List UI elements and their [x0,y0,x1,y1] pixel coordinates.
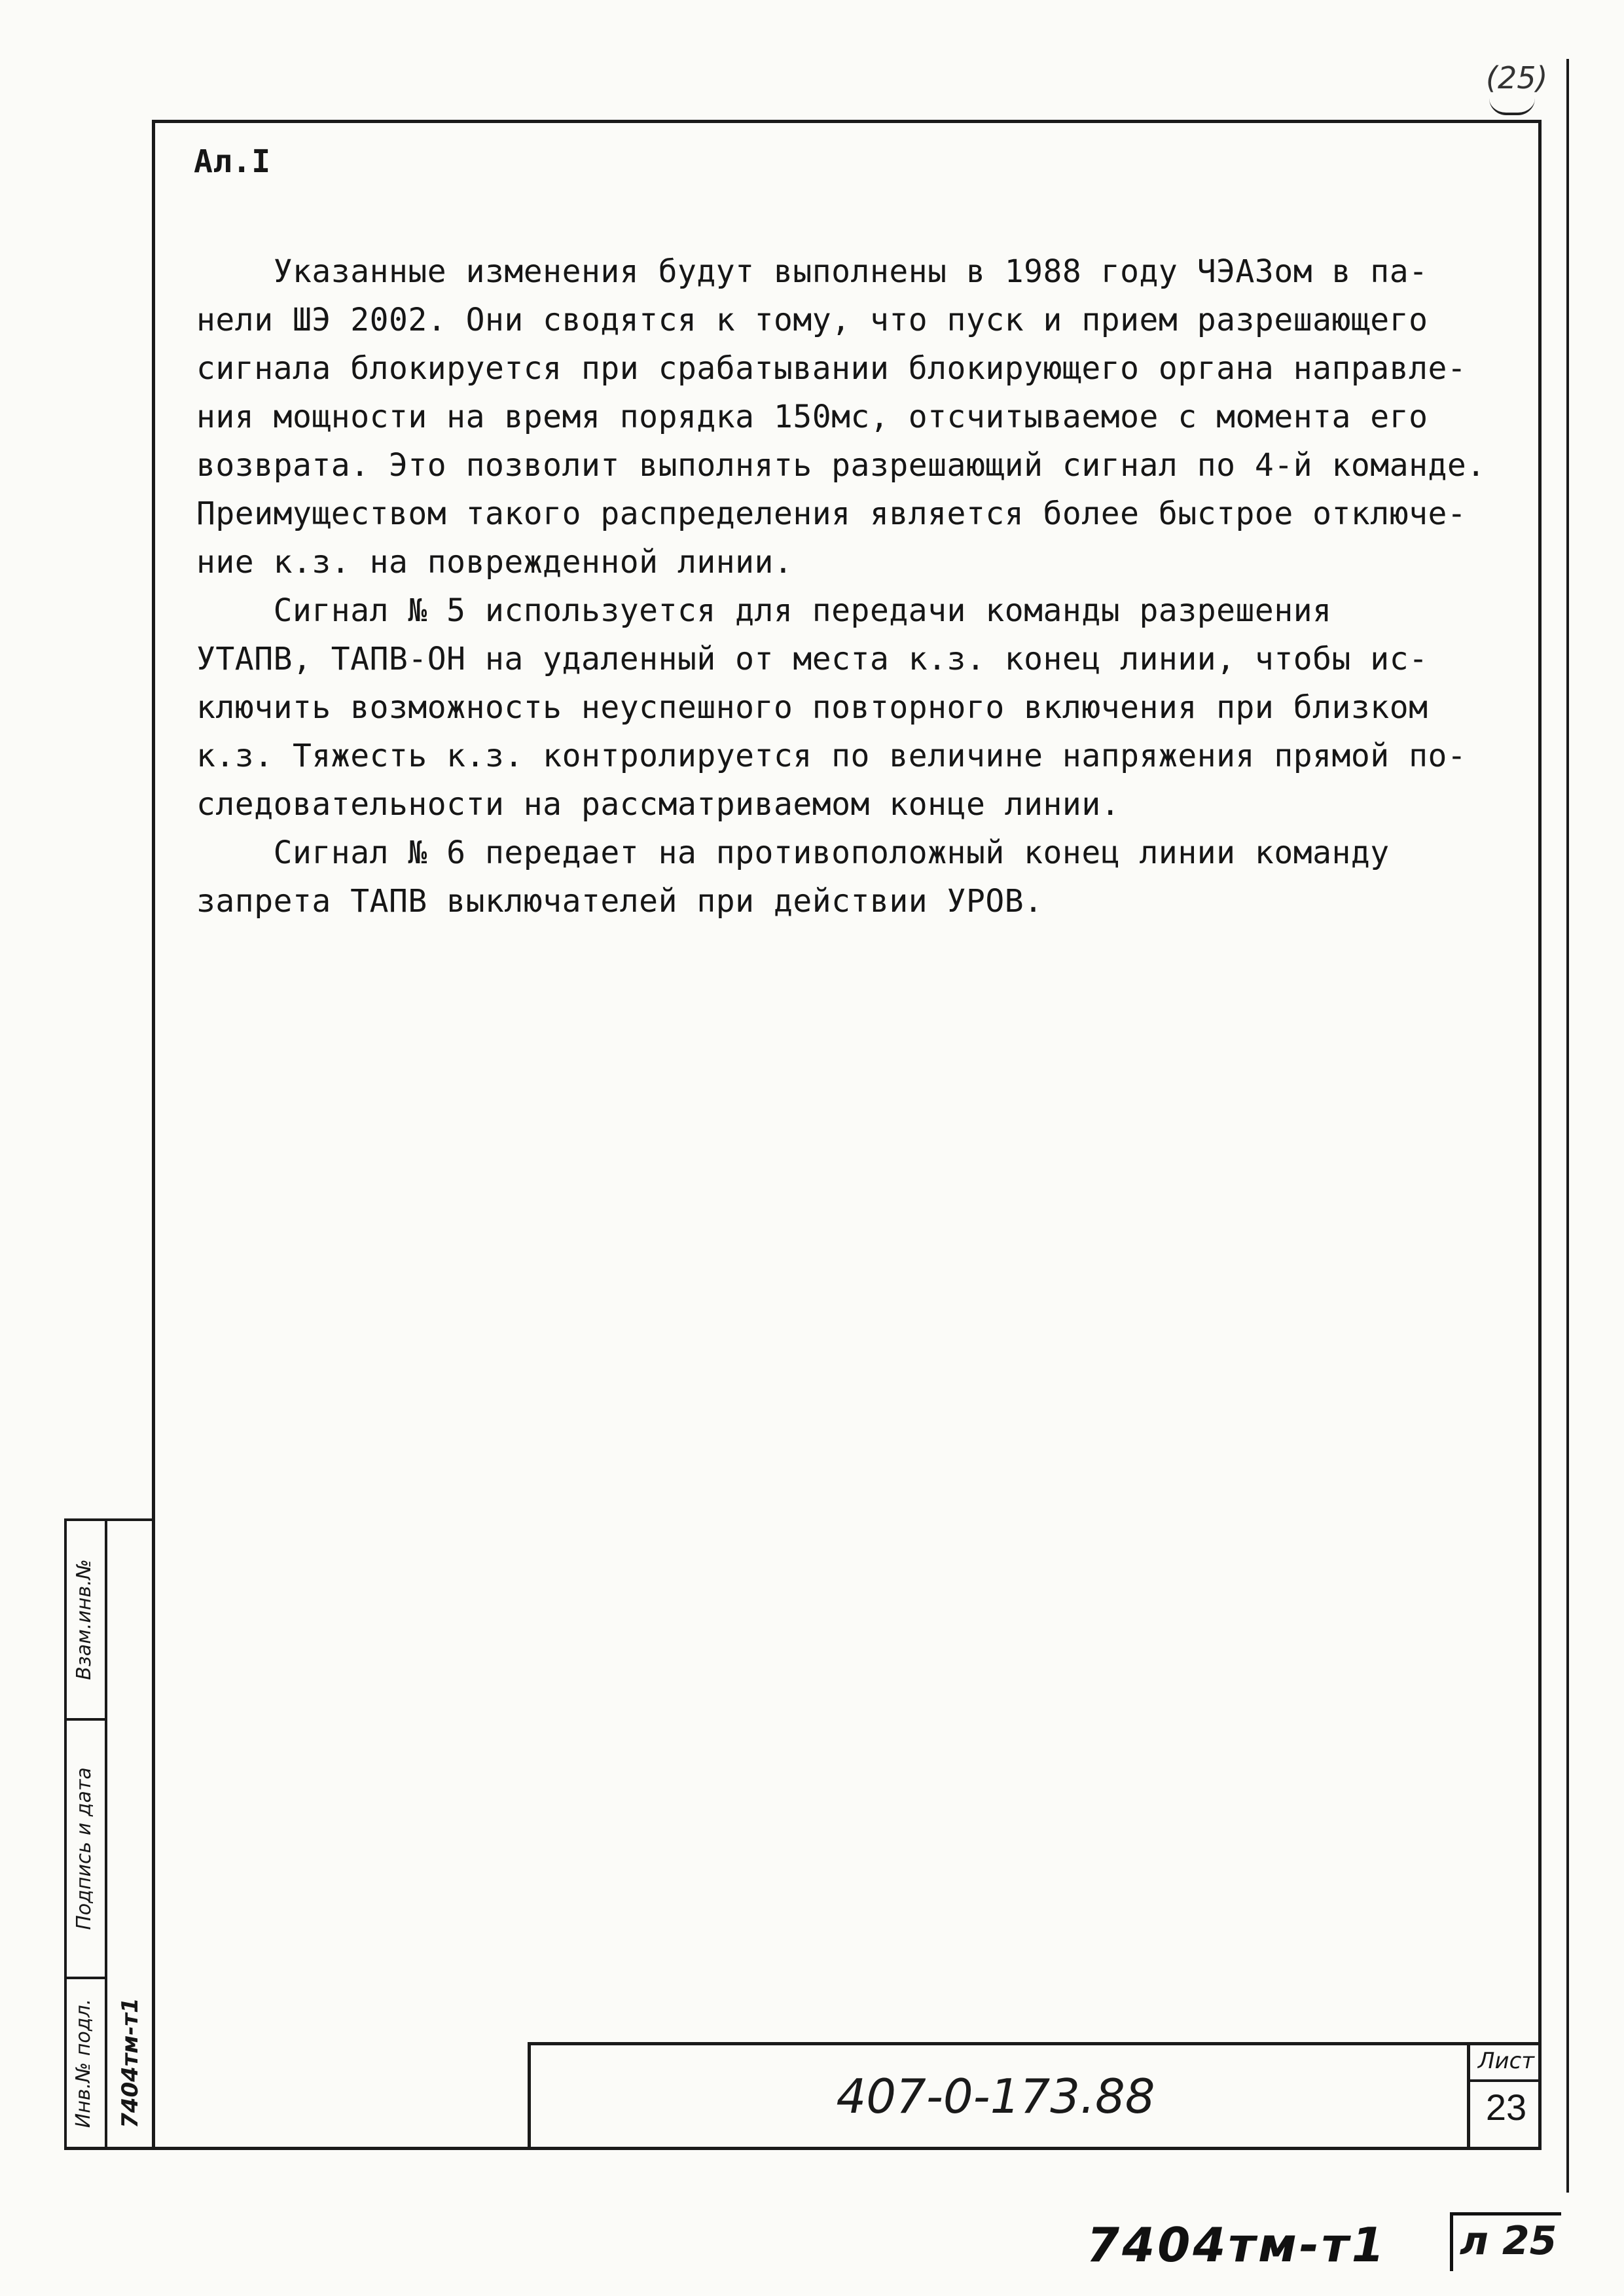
body-line: Сигнал № 5 используется для передачи команды разрешения [196,592,1332,629]
body-line: сигнала блокируется при срабатывании блокирующего органа направле- [196,350,1467,387]
body-line: Сигнал № 6 передает на противоположный конец линии команду [196,834,1390,871]
document-code: 407-0-173.88 [836,2068,1155,2124]
sheet-number: 23 [1485,2087,1527,2128]
frame-outer-right [1566,59,1569,2193]
section-label: Ал.I [194,143,271,180]
body-line: ния мощности на время порядка 150мс, отсчитываемое с момента его [196,399,1428,435]
stamp-vzam-cell [65,1521,102,1717]
body-line: Преимуществом такого распределения является более быстрое отключе- [196,495,1467,532]
body-line: Указанные изменения будут выполнены в 1988 году ЧЭАЗом в па- [196,253,1428,290]
body-line: ние к.з. на поврежденной линии. [196,544,793,581]
page-number-underline [1489,98,1535,115]
stamp-podpis-cell [65,1721,102,1976]
stamp-inv-value: 7404тм-т1 [117,1998,144,2128]
bottom-code: 7404тм-т1 [1087,2217,1387,2272]
sheet-divider [1467,2079,1542,2082]
title-block [528,2042,1538,2147]
frame-bottom [64,2147,1542,2150]
stamp-inv-label: Инв.№ подл. [72,1998,96,2128]
body-line: возврата. Это позволит выполнять разрешающий сигнал по 4-й команде. [196,447,1486,484]
body-line: запрета ТАПВ выключателей при действии УРОВ. [196,883,1043,920]
stamp-vzam-label: Взам.инв.№ [72,1558,96,1680]
stamp-inv-cell [65,1979,102,2147]
frame-right [1538,120,1542,2149]
frame-left [152,120,155,2149]
page-number-top: (25) [1486,60,1548,96]
body-line: ключить возможность неуспешного повторного включения при близком [196,689,1428,726]
body-line: УТАПВ, ТАПВ-ОН на удаленный от места к.з. конец линии, чтобы ис- [196,641,1428,677]
body-line: к.з. Тяжесть к.з. контролируется по величине напряжения прямой по- [196,738,1467,774]
stamp-podpis-label: Подпись и дата [72,1767,96,1930]
stamp-inv-value-cell [110,1979,151,2147]
title-block-divider [1467,2045,1470,2147]
bottom-sheet: л 25 [1460,2218,1557,2264]
sheet-label: Лист [1477,2048,1535,2074]
body-line: нели ШЭ 2002. Они сводятся к тому, что пуск и прием разрешающего [196,302,1428,338]
stamp-column-inner [105,1518,107,2150]
bottom-sheet-box [1450,2212,1561,2271]
frame-top [152,120,1541,123]
body-line: следовательности на рассматриваемом конце линии. [196,786,1121,823]
